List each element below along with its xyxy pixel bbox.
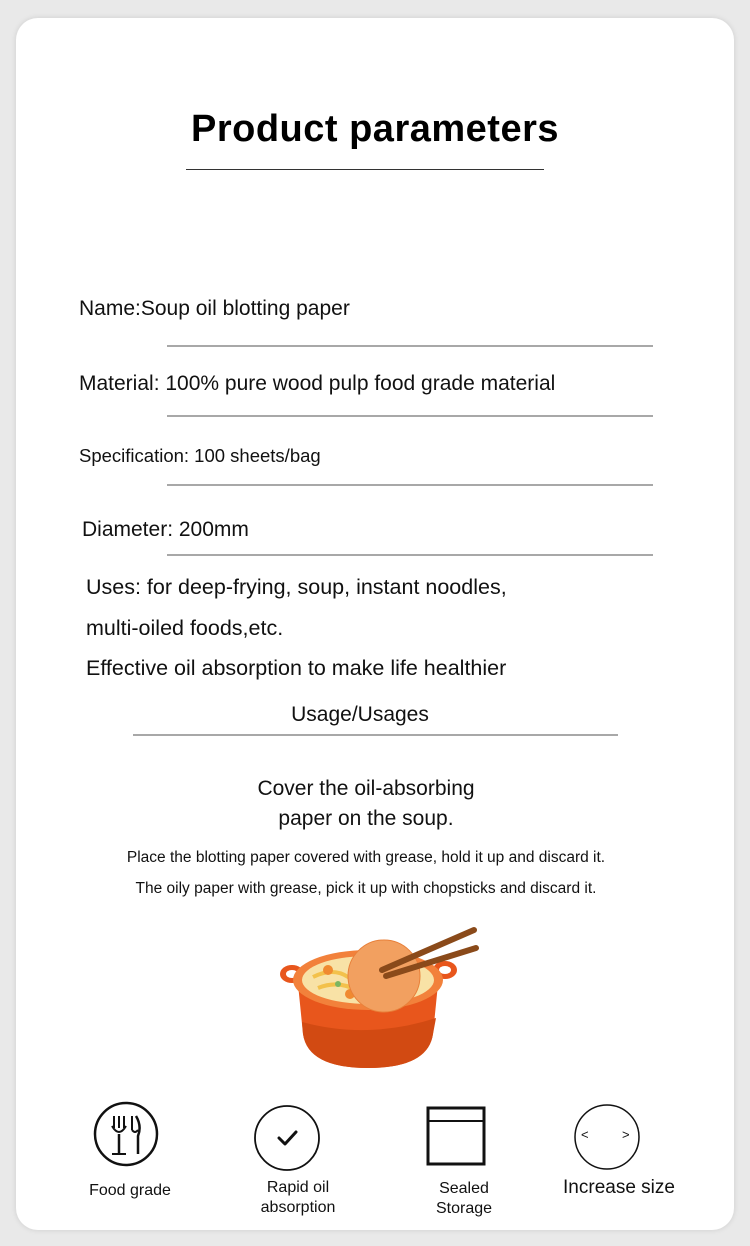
instruction-1: Place the blotting paper covered with grease, hold it up and discard it.	[126, 849, 606, 866]
uses-line-3: Effective oil absorption to make life healthier	[86, 656, 507, 680]
feature-label-sealed-storage: Sealed Storage	[435, 1180, 493, 1217]
usage-heading: Usage/Usages	[291, 703, 429, 726]
usage-divider	[133, 734, 618, 736]
arrow-left-glyph: <	[581, 1127, 589, 1142]
arrows-expand-icon	[573, 1103, 641, 1171]
cover-line-1: Cover the oil-absorbing	[257, 777, 475, 800]
title-divider	[186, 169, 544, 170]
page-title: Product parameters	[190, 108, 559, 150]
param-divider	[167, 345, 653, 347]
param-material: Material: 100% pure wood pulp food grade material	[79, 372, 556, 395]
feature-label-increase-size: Increase size	[563, 1177, 675, 1198]
cover-instruction	[0, 774, 732, 834]
feature-label-food-grade: Food grade	[89, 1182, 171, 1199]
soup-pot-with-chopsticks-icon	[278, 922, 483, 1072]
cutlery-icon	[92, 1100, 160, 1168]
param-name: Name:Soup oil blotting paper	[79, 297, 350, 320]
param-diameter: Diameter: 200mm	[82, 518, 249, 541]
param-divider	[167, 415, 653, 417]
param-divider	[167, 554, 653, 556]
instruction-2: The oily paper with grease, pick it up with chopsticks and discard it.	[135, 880, 597, 897]
checkmark-icon	[253, 1104, 321, 1172]
storage-box-icon	[426, 1106, 486, 1166]
cover-line-2: paper on the soup.	[278, 807, 454, 830]
arrow-right-glyph: >	[622, 1127, 630, 1142]
param-specification: Specification: 100 sheets/bag	[79, 445, 321, 466]
uses-line-1: Uses: for deep-frying, soup, instant noodles,	[86, 575, 507, 599]
feature-label-rapid-absorption: Rapid oil absorption	[260, 1179, 336, 1216]
param-divider	[167, 484, 653, 486]
uses-line-2: multi-oiled foods,etc.	[86, 616, 284, 640]
